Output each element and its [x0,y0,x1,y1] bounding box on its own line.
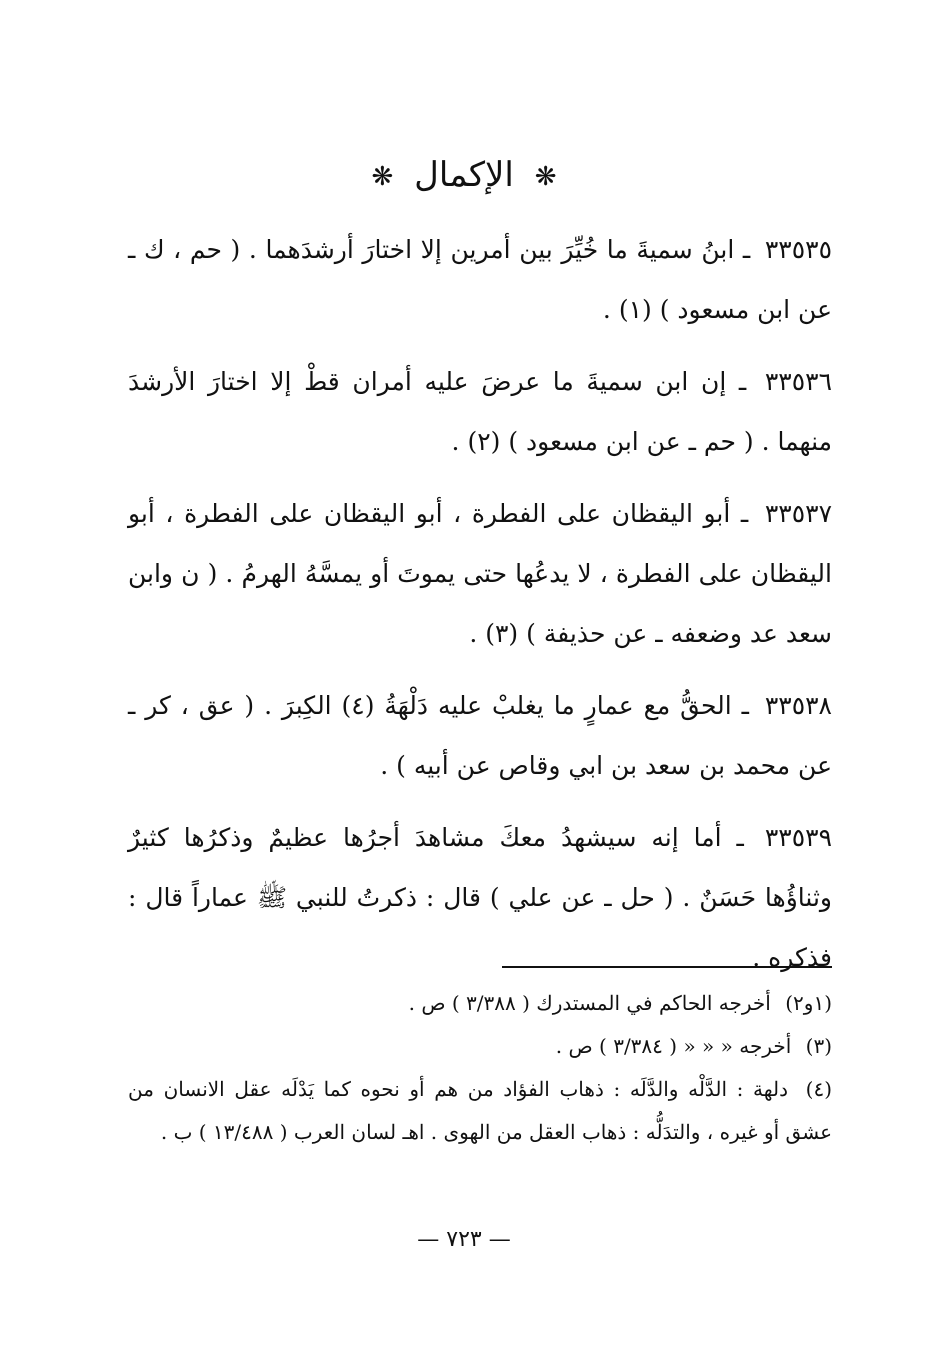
hadith-number: ٣٣٥٣٥ [764,235,833,264]
hadith-entry [128,676,832,796]
footnote-text: أخرجه الحاكم في المستدرك ( ٣/٣٨٨ ) ص . [408,991,771,1015]
footnote-text: أخرجه « « « ( ٣/٣٨٤ ) ص . [555,1034,792,1058]
hadith-entry [128,484,832,664]
footnote [128,1068,832,1154]
hadith-entry [128,352,832,472]
hadith-text: ـ أما إنه سيشهدُ معكَ مشاهدَ أجرُها عظيمٌ وذكرُها كثيرٌ وثناؤُها حَسَنٌ . ( حل ـ عن علي ) قال : ذكرتُ للنبي ﷺ عماراً قال : فذكره . [128,823,832,972]
hadith-entry [128,220,832,340]
hadith-number: ٣٣٥٣٧ [764,499,833,528]
footnote-text: دلهة : الدَّلْه والدَّلَه : ذهاب الفؤاد من هم أو نحوه كما يَدْلَه عقل الانسان من عشق أو غيره ، والتدَلُّه : ذهاب العقل من الهوى . اهـ لسان العرب ( ١٣/٤٨٨ ) ب . [128,1077,832,1144]
hadith-number: ٣٣٥٣٩ [764,823,832,852]
section-header [0,150,928,202]
hadith-text: ـ أبو اليقظان على الفطرة ، أبو اليقظان على الفطرة ، أبو اليقظان على الفطرة ، لا يدعُها حتى يموتَ أو يمسَّهُ الهرمُ . ( ن وابن سعد عد وضعفه ـ عن حذيفة ) (٣) . [128,499,832,648]
footnote-mark: (٣) [805,1034,832,1058]
section-title: الإكمال [414,155,514,195]
footnote-mark: (٤) [805,1077,833,1101]
hadith-text: ـ إن ابن سميةَ ما عرضَ عليه أمران قطْ إلا اختارَ الأرشدَ منهما . ( حم ـ عن ابن مسعود ) (٢) . [128,367,832,456]
hadith-list [128,220,832,1000]
footnotes [128,982,832,1154]
footnote-divider [502,966,832,968]
hadith-number: ٣٣٥٣٦ [764,367,832,396]
hadith-number: ٣٣٥٣٨ [764,691,832,720]
ornament-left-icon: ❋ [371,162,394,192]
hadith-text: ـ ابنُ سميةَ ما خُيِّرَ بين أمرين إلا اختارَ أرشدَهما . ( حم ، ك ـ عن ابن مسعود ) (١) . [128,235,832,324]
hadith-entry [128,808,832,988]
hadith-text: ـ الحقُّ مع عمارٍ ما يغلبْ عليه دَلْهَةُ (٤) الكِبرَ . ( عق ، كر ـ عن محمد بن سعد بن ابي وقاص عن أبيه ) . [128,691,832,780]
footnote [128,1025,832,1068]
footnote [128,982,832,1025]
footnote-mark: (١و٢) [785,991,832,1015]
ornament-right-icon: ❋ [534,162,557,192]
page-number: — ٧٢٣ — [417,1227,511,1252]
